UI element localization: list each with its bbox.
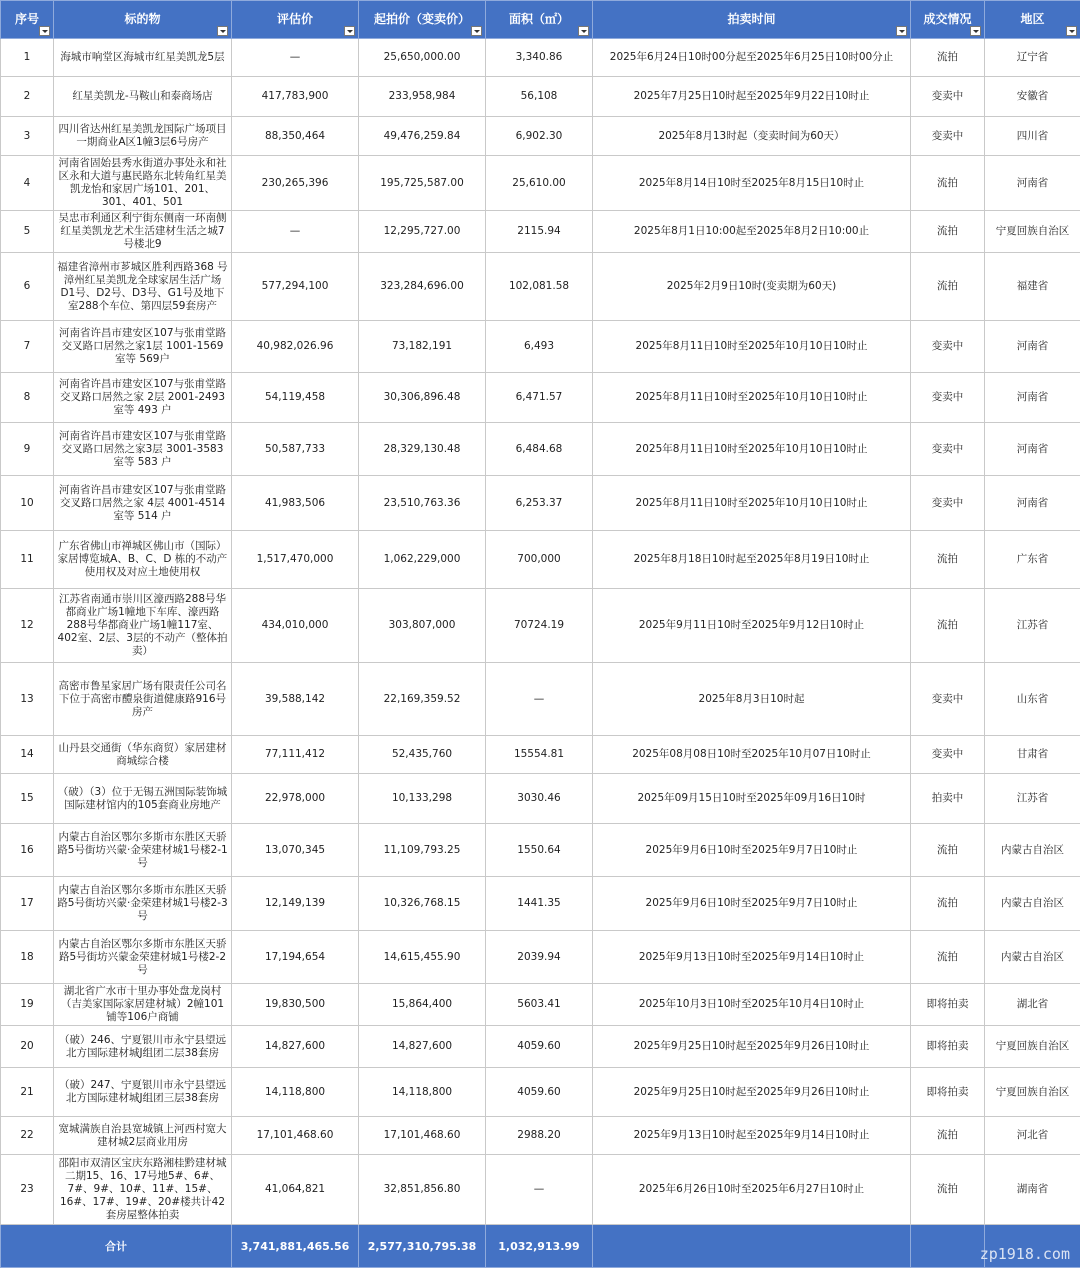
cell-start-price: 28,329,130.48 [359, 423, 486, 476]
cell-no: 19 [1, 984, 54, 1026]
cell-no: 17 [1, 877, 54, 931]
cell-status: 变卖中 [911, 663, 985, 736]
cell-appraisal: 77,111,412 [232, 736, 359, 774]
cell-no: 16 [1, 824, 54, 877]
cell-appraisal: 230,265,396 [232, 156, 359, 211]
cell-time: 2025年6月26日10时至2025年6月27日10时止 [593, 1155, 911, 1225]
cell-area: 15554.81 [486, 736, 593, 774]
table-row [1, 253, 1080, 321]
cell-region: 山东省 [985, 663, 1080, 736]
table-row [1, 877, 1080, 931]
total-empty [911, 1225, 985, 1268]
total-label: 合计 [1, 1225, 232, 1268]
cell-region: 内蒙古自治区 [985, 877, 1080, 931]
cell-no: 2 [1, 77, 54, 117]
cell-no: 11 [1, 531, 54, 589]
cell-no: 7 [1, 321, 54, 373]
cell-appraisal: 39,588,142 [232, 663, 359, 736]
cell-status: 变卖中 [911, 321, 985, 373]
cell-area: 3,340.86 [486, 39, 593, 77]
cell-time: 2025年8月14日10时至2025年8月15日10时止 [593, 156, 911, 211]
cell-status: 变卖中 [911, 736, 985, 774]
cell-item: 红星美凯龙-马鞍山和泰商场店 [54, 77, 232, 117]
cell-start-price: 22,169,359.52 [359, 663, 486, 736]
cell-item: 河南省许昌市建安区107与张甫堂路交叉路口居然之家3层 3001-3583 室等 583 户 [54, 423, 232, 476]
cell-start-price: 32,851,856.80 [359, 1155, 486, 1225]
cell-appraisal: — [232, 211, 359, 253]
cell-appraisal: 88,350,464 [232, 117, 359, 156]
cell-item: （破）246、宁夏银川市永宁县望远北方国际建材城J组团二层38套房 [54, 1026, 232, 1068]
cell-no: 8 [1, 373, 54, 423]
table-row [1, 774, 1080, 824]
table-row [1, 931, 1080, 984]
cell-appraisal: 14,827,600 [232, 1026, 359, 1068]
cell-status: 流拍 [911, 1155, 985, 1225]
cell-area: 70724.19 [486, 589, 593, 663]
cell-no: 1 [1, 39, 54, 77]
header-area: 面积（㎡） [486, 1, 593, 39]
cell-status: 流拍 [911, 877, 985, 931]
cell-region: 江苏省 [985, 774, 1080, 824]
cell-appraisal: 40,982,026.96 [232, 321, 359, 373]
table-row [1, 984, 1080, 1026]
cell-item: 湖北省广水市十里办事处盘龙岗村（吉美家国际家居建材城）2幢101铺等106户商铺 [54, 984, 232, 1026]
cell-item: 内蒙古自治区鄂尔多斯市东胜区天骄路5号街坊兴蒙金荣建材城1号楼2-2号 [54, 931, 232, 984]
table-row [1, 476, 1080, 531]
cell-appraisal: 22,978,000 [232, 774, 359, 824]
cell-start-price: 30,306,896.48 [359, 373, 486, 423]
cell-no: 15 [1, 774, 54, 824]
table-row [1, 211, 1080, 253]
cell-region: 甘肃省 [985, 736, 1080, 774]
cell-time: 2025年8月13时起（变卖时间为60天） [593, 117, 911, 156]
cell-no: 12 [1, 589, 54, 663]
cell-start-price: 12,295,727.00 [359, 211, 486, 253]
cell-time: 2025年8月11日10时至2025年10月10日10时止 [593, 423, 911, 476]
table-row [1, 663, 1080, 736]
cell-region: 广东省 [985, 531, 1080, 589]
header-row [1, 1, 1080, 39]
cell-area: 5603.41 [486, 984, 593, 1026]
cell-appraisal: 41,064,821 [232, 1155, 359, 1225]
cell-item: 四川省达州红星美凯龙国际广场项目一期商业A区1幢3层6号房产 [54, 117, 232, 156]
cell-item: 江苏省南通市崇川区濠西路288号华都商业广场1幢地下车库、濠西路288号华都商业广场1幢117室、402室、2层、3层的不动产（整体拍卖） [54, 589, 232, 663]
table-row [1, 531, 1080, 589]
cell-item: 河南省固始县秀水街道办事处永和社区永和大道与惠民路东北转角红星美凯龙怡和家居广场101、201、301、401、501 [54, 156, 232, 211]
cell-no: 3 [1, 117, 54, 156]
cell-no: 6 [1, 253, 54, 321]
cell-start-price: 14,615,455.90 [359, 931, 486, 984]
cell-no: 5 [1, 211, 54, 253]
cell-item: 山丹县交通街（华东商贸）家居建材商城综合楼 [54, 736, 232, 774]
table-row [1, 77, 1080, 117]
cell-no: 20 [1, 1026, 54, 1068]
cell-appraisal: 17,194,654 [232, 931, 359, 984]
header-region: 地区 [985, 1, 1080, 39]
table-row [1, 423, 1080, 476]
header-appraisal: 评估价 [232, 1, 359, 39]
cell-appraisal: 54,119,458 [232, 373, 359, 423]
cell-start-price: 15,864,400 [359, 984, 486, 1026]
header-item: 标的物 [54, 1, 232, 39]
table-row [1, 39, 1080, 77]
cell-time: 2025年10月3日10时至2025年10月4日10时止 [593, 984, 911, 1026]
cell-status: 流拍 [911, 824, 985, 877]
cell-appraisal: 14,118,800 [232, 1068, 359, 1117]
cell-area: 3030.46 [486, 774, 593, 824]
cell-no: 14 [1, 736, 54, 774]
cell-status: 变卖中 [911, 476, 985, 531]
cell-region: 内蒙古自治区 [985, 824, 1080, 877]
cell-region: 河北省 [985, 1117, 1080, 1155]
cell-no: 22 [1, 1117, 54, 1155]
cell-item: 福建省漳州市芗城区胜利西路368 号漳州红星美凯龙全球家居生活广场 D1号、D2号、D3号、G1号及地下室288个车位、第四层59套房产 [54, 253, 232, 321]
cell-item: （破）（3）位于无锡五洲国际装饰城国际建材馆内的105套商业房地产 [54, 774, 232, 824]
cell-status: 变卖中 [911, 117, 985, 156]
table-row [1, 156, 1080, 211]
cell-time: 2025年09月15日10时至2025年09月16日10时 [593, 774, 911, 824]
table-row [1, 736, 1080, 774]
cell-status: 变卖中 [911, 423, 985, 476]
cell-appraisal: 577,294,100 [232, 253, 359, 321]
filter-dropdown-icon[interactable] [344, 26, 355, 36]
cell-time: 2025年9月25日10时起至2025年9月26日10时止 [593, 1068, 911, 1117]
cell-region: 河南省 [985, 373, 1080, 423]
cell-item: 高密市鲁星家居广场有限责任公司名下位于高密市醴泉街道健康路916号房产 [54, 663, 232, 736]
cell-start-price: 25,650,000.00 [359, 39, 486, 77]
cell-start-price: 1,062,229,000 [359, 531, 486, 589]
total-area: 1,032,913.99 [486, 1225, 593, 1268]
cell-start-price: 11,109,793.25 [359, 824, 486, 877]
filter-dropdown-icon[interactable] [896, 26, 907, 36]
table-row [1, 1117, 1080, 1155]
cell-region: 河南省 [985, 156, 1080, 211]
cell-time: 2025年08月08日10时至2025年10月07日10时止 [593, 736, 911, 774]
cell-status: 流拍 [911, 253, 985, 321]
cell-time: 2025年9月6日10时至2025年9月7日10时止 [593, 877, 911, 931]
cell-area: 700,000 [486, 531, 593, 589]
cell-area: 2039.94 [486, 931, 593, 984]
cell-region: 湖北省 [985, 984, 1080, 1026]
cell-no: 21 [1, 1068, 54, 1117]
cell-region: 江苏省 [985, 589, 1080, 663]
cell-area: 102,081.58 [486, 253, 593, 321]
cell-start-price: 14,118,800 [359, 1068, 486, 1117]
table-row [1, 1068, 1080, 1117]
cell-region: 宁夏回族自治区 [985, 1068, 1080, 1117]
filter-dropdown-icon[interactable] [217, 26, 228, 36]
cell-area: — [486, 1155, 593, 1225]
cell-start-price: 303,807,000 [359, 589, 486, 663]
cell-status: 即将拍卖 [911, 1068, 985, 1117]
cell-time: 2025年8月11日10时至2025年10月10日10时止 [593, 373, 911, 423]
total-empty [593, 1225, 911, 1268]
filter-dropdown-icon[interactable] [1066, 26, 1077, 36]
cell-region: 辽宁省 [985, 39, 1080, 77]
cell-time: 2025年2月9日10时(变卖期为60天) [593, 253, 911, 321]
table-row [1, 117, 1080, 156]
cell-status: 流拍 [911, 589, 985, 663]
cell-area: 6,471.57 [486, 373, 593, 423]
cell-time: 2025年9月13日10时至2025年9月14日10时止 [593, 931, 911, 984]
cell-area: 1441.35 [486, 877, 593, 931]
cell-item: 宽城满族自治县宽城镇上河西村宽大建材城2层商业用房 [54, 1117, 232, 1155]
cell-status: 流拍 [911, 39, 985, 77]
table-row [1, 1155, 1080, 1225]
cell-status: 流拍 [911, 931, 985, 984]
cell-start-price: 52,435,760 [359, 736, 486, 774]
table-row [1, 589, 1080, 663]
cell-start-price: 323,284,696.00 [359, 253, 486, 321]
cell-appraisal: 17,101,468.60 [232, 1117, 359, 1155]
cell-item: 河南省许昌市建安区107与张甫堂路交叉路口居然之家1层 1001-1569 室等 569户 [54, 321, 232, 373]
cell-area: 1550.64 [486, 824, 593, 877]
cell-item: 河南省许昌市建安区107与张甫堂路交叉路口居然之家 2层 2001-2493 室等 493 户 [54, 373, 232, 423]
cell-appraisal: 1,517,470,000 [232, 531, 359, 589]
cell-area: 56,108 [486, 77, 593, 117]
header-status: 成交情况 [911, 1, 985, 39]
cell-time: 2025年9月11日10时至2025年9月12日10时止 [593, 589, 911, 663]
cell-status: 流拍 [911, 531, 985, 589]
cell-region: 湖南省 [985, 1155, 1080, 1225]
cell-time: 2025年9月6日10时至2025年9月7日10时止 [593, 824, 911, 877]
cell-region: 福建省 [985, 253, 1080, 321]
table-row [1, 373, 1080, 423]
cell-region: 内蒙古自治区 [985, 931, 1080, 984]
cell-start-price: 10,326,768.15 [359, 877, 486, 931]
cell-status: 变卖中 [911, 373, 985, 423]
total-appraisal: 3,741,881,465.56 [232, 1225, 359, 1268]
cell-area: 6,493 [486, 321, 593, 373]
cell-start-price: 233,958,984 [359, 77, 486, 117]
cell-time: 2025年6月24日10时00分起至2025年6月25日10时00分止 [593, 39, 911, 77]
cell-region: 宁夏回族自治区 [985, 1026, 1080, 1068]
filter-dropdown-icon[interactable] [970, 26, 981, 36]
cell-no: 23 [1, 1155, 54, 1225]
cell-item: 广东省佛山市禅城区佛山市（国际）家居博览城A、B、C、D 栋的不动产使用权及对应土地使用权 [54, 531, 232, 589]
cell-time: 2025年9月13日10时起至2025年9月14日10时止 [593, 1117, 911, 1155]
cell-area: — [486, 663, 593, 736]
cell-area: 4059.60 [486, 1068, 593, 1117]
cell-status: 即将拍卖 [911, 1026, 985, 1068]
cell-item: （破）247、宁夏银川市永宁县望远北方国际建材城J组团三层38套房 [54, 1068, 232, 1117]
cell-no: 13 [1, 663, 54, 736]
cell-no: 18 [1, 931, 54, 984]
cell-start-price: 14,827,600 [359, 1026, 486, 1068]
cell-time: 2025年8月3日10时起 [593, 663, 911, 736]
cell-item: 内蒙古自治区鄂尔多斯市东胜区天骄路5号街坊兴蒙·金荣建材城1号楼2-1号 [54, 824, 232, 877]
cell-region: 河南省 [985, 321, 1080, 373]
cell-appraisal: — [232, 39, 359, 77]
cell-region: 河南省 [985, 476, 1080, 531]
cell-time: 2025年8月18日10时起至2025年8月19日10时止 [593, 531, 911, 589]
cell-time: 2025年8月11日10时至2025年10月10日10时止 [593, 476, 911, 531]
cell-no: 9 [1, 423, 54, 476]
cell-status: 流拍 [911, 1117, 985, 1155]
cell-appraisal: 434,010,000 [232, 589, 359, 663]
cell-area: 2988.20 [486, 1117, 593, 1155]
cell-item: 邵阳市双清区宝庆东路湘桂黔建材城二期15、16、17号地5#、6#、7#、9#、10#、11#、15#、16#、17#、19#、20#楼共计42套房屋整体拍卖 [54, 1155, 232, 1225]
cell-appraisal: 19,830,500 [232, 984, 359, 1026]
cell-no: 4 [1, 156, 54, 211]
header-no: 序号 [1, 1, 54, 39]
cell-area: 2115.94 [486, 211, 593, 253]
table-row [1, 824, 1080, 877]
cell-item: 河南省许昌市建安区107与张甫堂路交叉路口居然之家 4层 4001-4514 室等 514 户 [54, 476, 232, 531]
table-row [1, 321, 1080, 373]
cell-area: 25,610.00 [486, 156, 593, 211]
cell-appraisal: 12,149,139 [232, 877, 359, 931]
cell-region: 河南省 [985, 423, 1080, 476]
filter-dropdown-icon[interactable] [471, 26, 482, 36]
cell-time: 2025年7月25日10时起至2025年9月22日10时止 [593, 77, 911, 117]
cell-no: 10 [1, 476, 54, 531]
cell-appraisal: 41,983,506 [232, 476, 359, 531]
filter-dropdown-icon[interactable] [578, 26, 589, 36]
cell-status: 拍卖中 [911, 774, 985, 824]
watermark: zp1918.com [979, 1245, 1070, 1263]
cell-region: 安徽省 [985, 77, 1080, 117]
cell-appraisal: 50,587,733 [232, 423, 359, 476]
total-row [1, 1225, 1080, 1268]
cell-status: 流拍 [911, 211, 985, 253]
cell-start-price: 195,725,587.00 [359, 156, 486, 211]
cell-appraisal: 13,070,345 [232, 824, 359, 877]
cell-start-price: 49,476,259.84 [359, 117, 486, 156]
cell-time: 2025年8月1日10:00起至2025年8月2日10:00止 [593, 211, 911, 253]
cell-area: 6,253.37 [486, 476, 593, 531]
cell-start-price: 73,182,191 [359, 321, 486, 373]
cell-status: 流拍 [911, 156, 985, 211]
header-time: 拍卖时间 [593, 1, 911, 39]
cell-area: 6,484.68 [486, 423, 593, 476]
cell-region: 四川省 [985, 117, 1080, 156]
cell-appraisal: 417,783,900 [232, 77, 359, 117]
table-row [1, 1026, 1080, 1068]
filter-dropdown-icon[interactable] [39, 26, 50, 36]
total-start-price: 2,577,310,795.38 [359, 1225, 486, 1268]
cell-start-price: 23,510,763.36 [359, 476, 486, 531]
cell-region: 宁夏回族自治区 [985, 211, 1080, 253]
cell-item: 海城市响堂区海城市红星美凯龙5层 [54, 39, 232, 77]
cell-item: 内蒙古自治区鄂尔多斯市东胜区天骄路5号街坊兴蒙·金荣建材城1号楼2-3号 [54, 877, 232, 931]
cell-start-price: 17,101,468.60 [359, 1117, 486, 1155]
cell-item: 吴忠市利通区利宁街东侧南一环南侧红星美凯龙艺术生活建材生活之城7号楼北9 [54, 211, 232, 253]
cell-time: 2025年9月25日10时起至2025年9月26日10时止 [593, 1026, 911, 1068]
cell-status: 变卖中 [911, 77, 985, 117]
cell-start-price: 10,133,298 [359, 774, 486, 824]
cell-area: 4059.60 [486, 1026, 593, 1068]
cell-time: 2025年8月11日10时至2025年10月10日10时止 [593, 321, 911, 373]
cell-area: 6,902.30 [486, 117, 593, 156]
header-start-price: 起拍价（变卖价） [359, 1, 486, 39]
cell-status: 即将拍卖 [911, 984, 985, 1026]
